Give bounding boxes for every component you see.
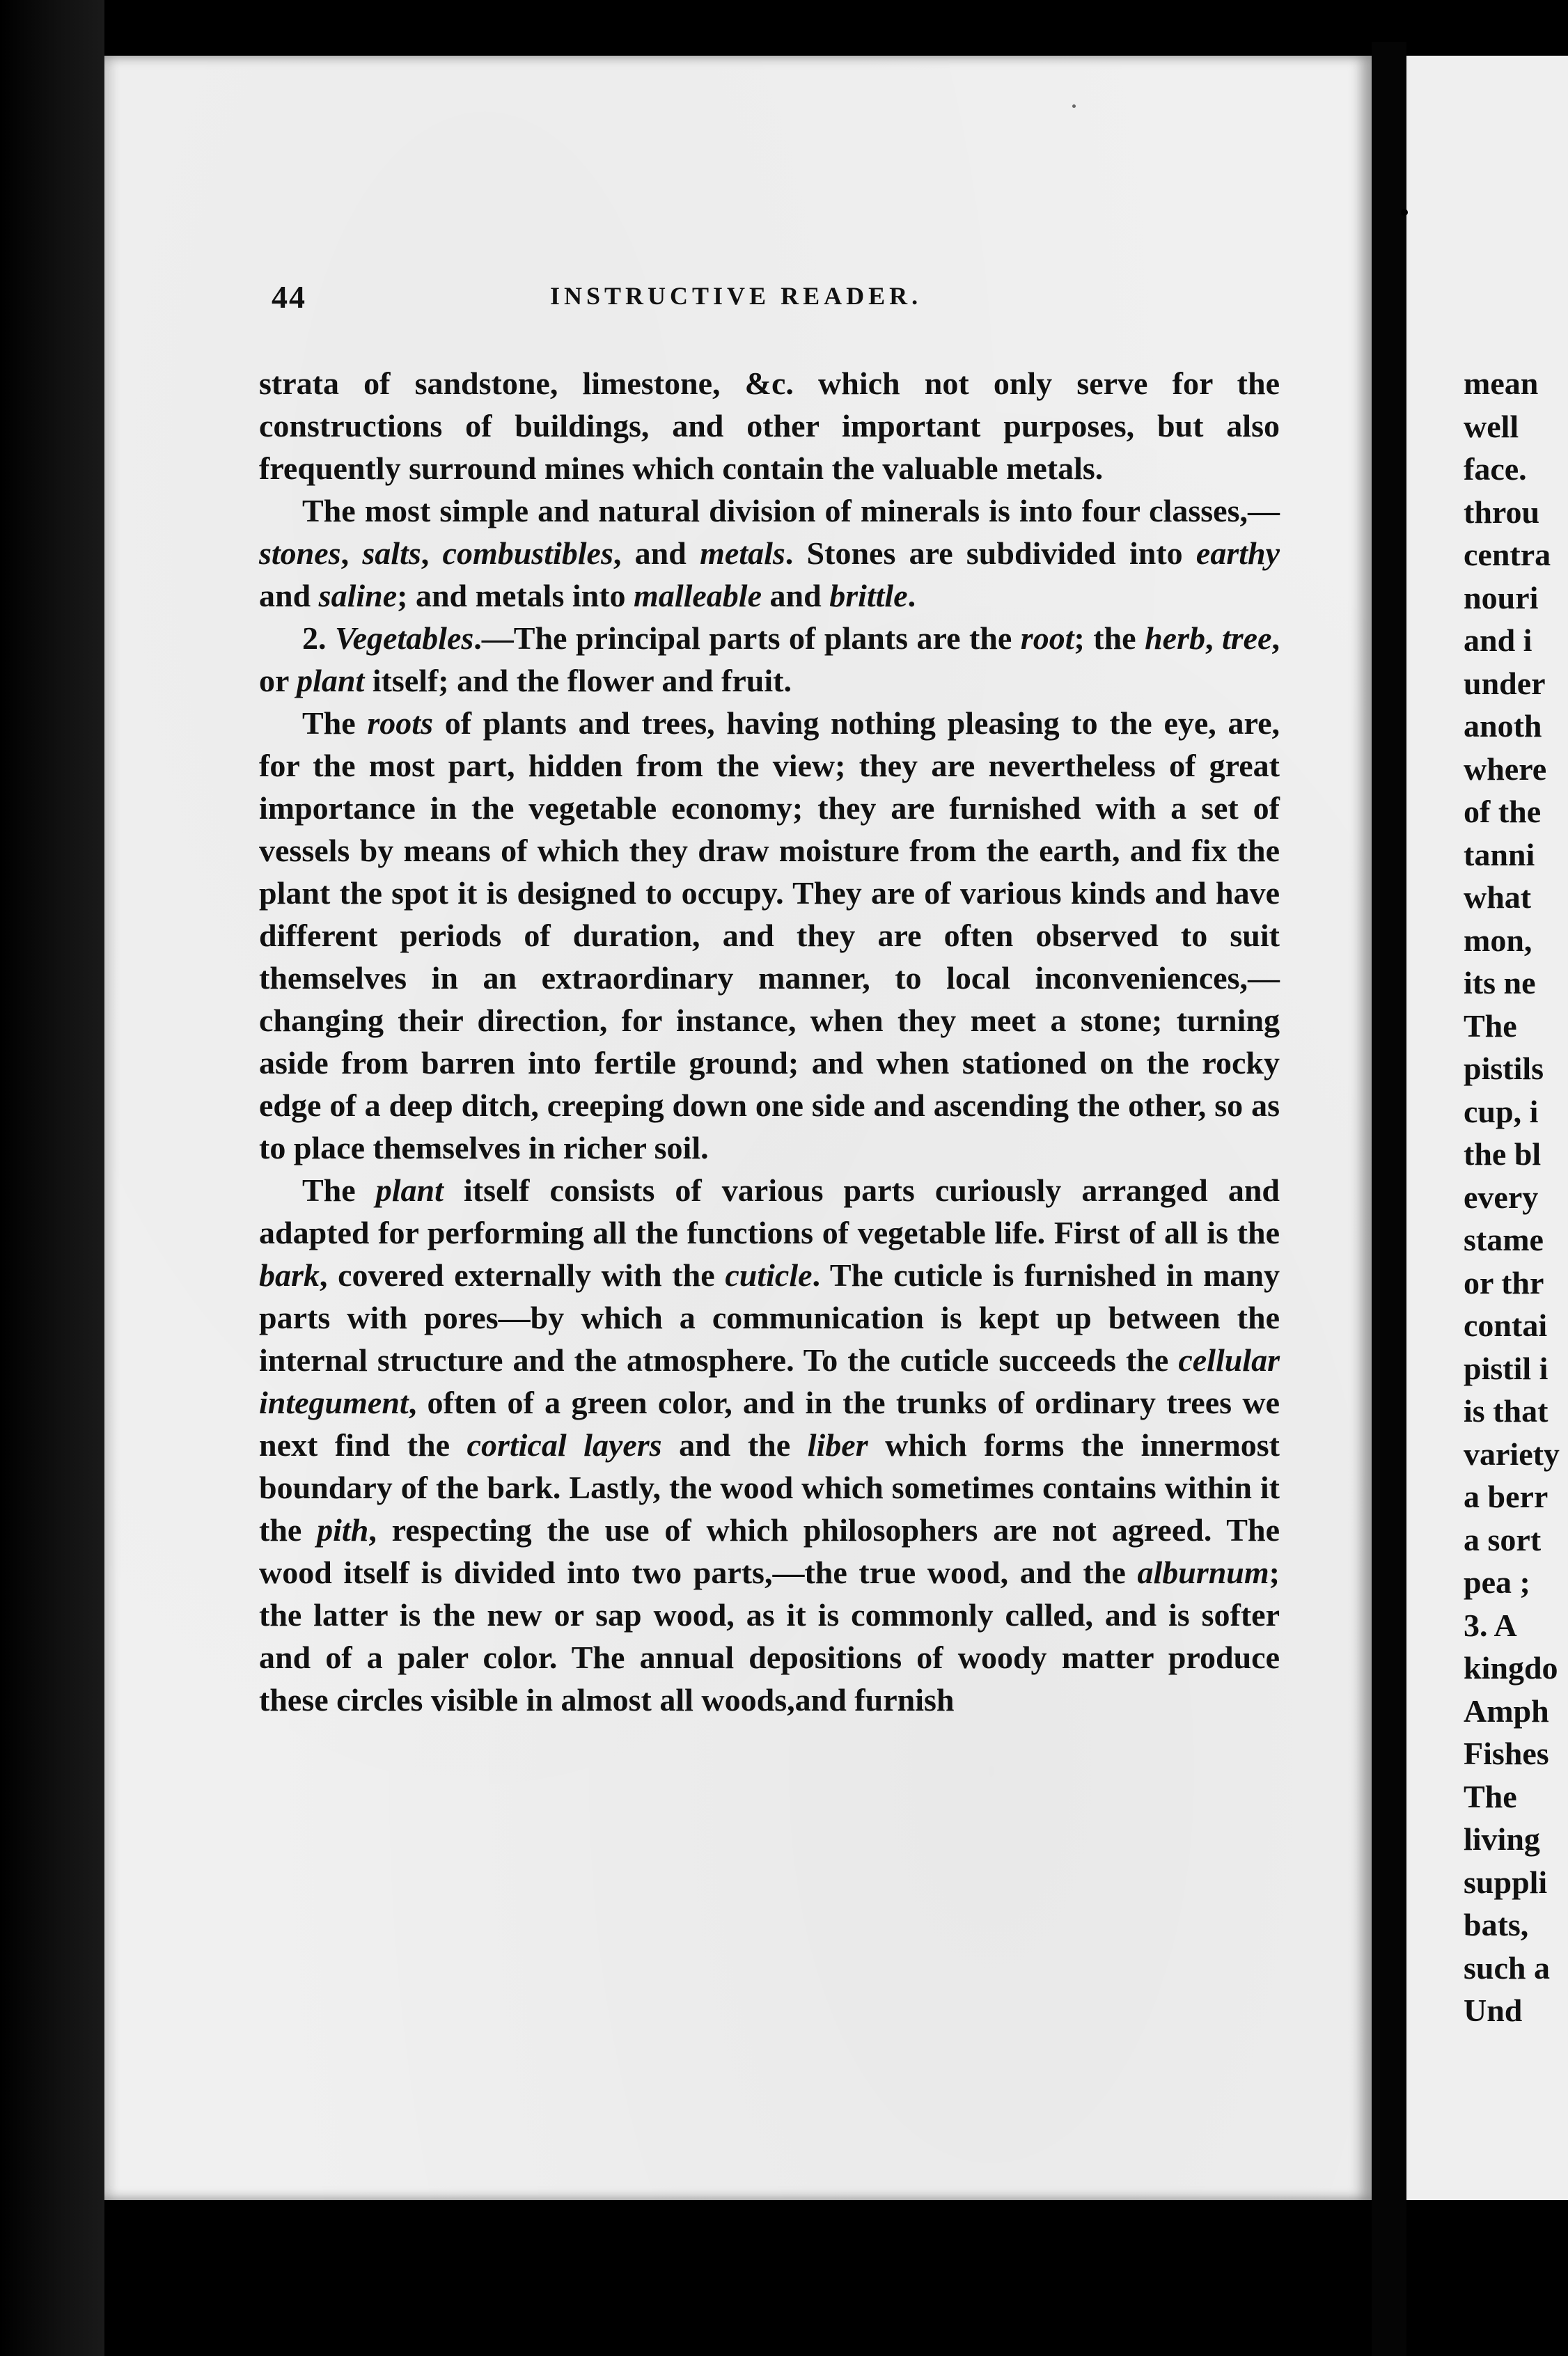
adjacent-page-line: pea ; [1464,1564,1530,1600]
page-number: 44 [272,279,306,315]
adjacent-page-line: such a [1464,1949,1550,1986]
adjacent-page-line: anoth [1464,708,1542,744]
adjacent-page-line: nouri [1464,579,1539,615]
adjacent-page-line: mean [1464,366,1539,401]
adjacent-page-line: living [1464,1821,1540,1857]
adjacent-page-line: The [1464,1778,1517,1814]
adjacent-page-line: pistil i [1464,1350,1549,1386]
adjacent-page-line: under [1464,665,1546,701]
adjacent-page-line: the bl [1464,1136,1542,1172]
running-head: INSTRUCTIVE READER. [550,282,923,310]
adjacent-page-line: contai [1464,1307,1548,1343]
paragraph-minerals-continued: strata of sandstone, limestone, &c. which not only serve for the constructions of buildings, and other important purposes, but also frequently surround mines which contain the valuable metals. [259,366,1280,486]
adjacent-page-line: mon, [1464,922,1532,958]
page-body-text [259,362,1280,2089]
adjacent-page-line: 3. A [1464,1607,1517,1643]
page-header [272,278,1274,320]
adjacent-page-line: what [1464,879,1532,915]
adjacent-page-line: Fishes [1464,1736,1549,1771]
adjacent-page-line: pistils [1464,1051,1544,1086]
adjacent-page-line: cup, i [1464,1093,1539,1129]
paragraph-vegetables: 2. Vegetables.—The principal parts of plants are the root; the herb, tree, or plant itself; and the flower and fruit. [259,620,1280,698]
scan-speck [1072,104,1076,108]
adjacent-page-line: where [1464,751,1547,787]
adjacent-page-line: and i [1464,622,1532,658]
adjacent-page-line: tanni [1464,836,1535,872]
adjacent-page-line: throu [1464,494,1540,530]
adjacent-page-text [1464,362,1568,2032]
adjacent-page-line: is that [1464,1393,1549,1429]
adjacent-page-line: The [1464,1007,1517,1044]
scan-speck [1401,209,1408,216]
book-gutter [1372,42,1406,2356]
adjacent-page-line: its ne [1464,965,1536,1000]
adjacent-page-line: a sort [1464,1521,1542,1557]
adjacent-page-line: well [1464,408,1519,444]
paragraph-roots: The roots of plants and trees, having nothing pleasing to the eye, are, for the most part, hidden from the view; they are nevertheless of great importance in the vegetable economy; they are furnished with a set of vessels by means of which they draw moisture from the earth, and fix the plant the spot it is designed to occupy. They are of various kinds and have different periods of duration, and they are often observed to suit themselves in an extraordinary manner, to local inconveniences,—changing their direction, for instance, when they meet a stone; turning aside from barren into fertile ground; and when stationed on the rocky edge of a deep ditch, creeping down one side and ascending the other, so as to place themselves in richer soil. [259,705,1280,1165]
adjacent-page-line: Amph [1464,1693,1549,1729]
paragraph-mineral-classes: The most simple and natural division of minerals is into four classes,—stones, salts, combustibles, and metals. Stones are subdivided into earthy and saline; and metals into malleable and brittle. [259,493,1280,613]
adjacent-page-line: variety [1464,1436,1560,1472]
book-left-edge [0,0,104,2356]
adjacent-page-line: or thr [1464,1264,1544,1301]
adjacent-page-line: suppli [1464,1864,1548,1900]
adjacent-page-line: Und [1464,1993,1523,2028]
adjacent-page-line: kingdo [1464,1650,1558,1686]
adjacent-page-line: every [1464,1179,1539,1215]
adjacent-page-line: centra [1464,537,1551,572]
adjacent-page-line: of the [1464,794,1542,829]
paragraph-plant-structure: The plant itself consists of various parts curiously arranged and adapted for performing all the functions of vegetable life. First of all is the bark, covered externally with the cuticle. The cuticle is furnished in many parts with pores—by which a communication is kept up between the internal structure and the atmosphere. To the cuticle succeeds the cellular integument, often of a green color, and in the trunks of ordinary trees we next find the cortical layers and the liber which forms the innermost boundary of the bark. Lastly, the wood which sometimes contains within it the pith, respecting the use of which philosophers are not agreed. The wood itself is divided into two parts,—the true wood, and the alburnum; the latter is the new or sap wood, as it is commonly called, and is softer and of a paler color. The annual depositions of woody matter produce these circles visible in almost all woods,and furnish [259,1172,1280,1718]
adjacent-page-line: face. [1464,451,1527,487]
adjacent-page-line: a berr [1464,1479,1549,1514]
adjacent-page-line: stame [1464,1222,1544,1257]
adjacent-page-line: bats, [1464,1907,1529,1942]
